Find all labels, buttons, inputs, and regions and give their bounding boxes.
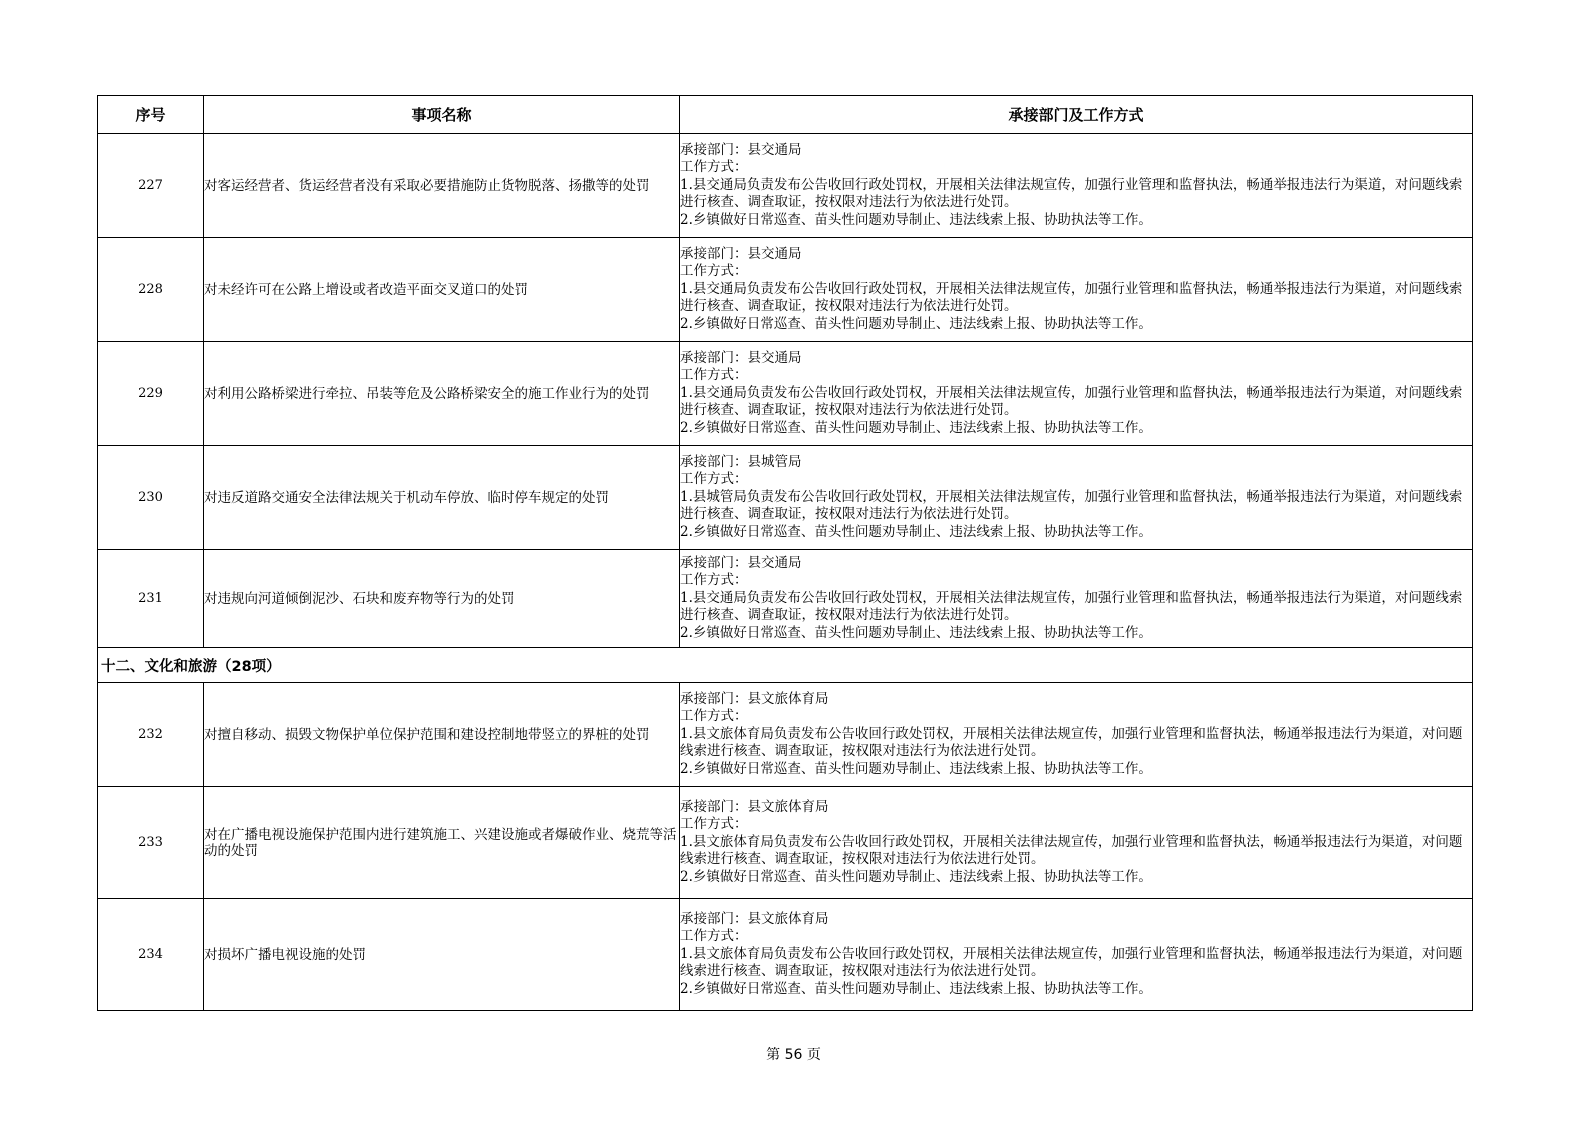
- row-seq: 230: [98, 446, 204, 550]
- row-dept: [680, 787, 1473, 899]
- row-seq: 234: [98, 899, 204, 1011]
- dept-line: 承接部门：县文旅体育局: [680, 910, 829, 927]
- header-name: 事项名称: [204, 96, 680, 134]
- row-seq: 229: [98, 342, 204, 446]
- method-label: 工作方式：: [680, 471, 748, 488]
- method-label: 工作方式：: [680, 928, 748, 945]
- dept-line: 承接部门：县城管局: [680, 453, 802, 470]
- items-table: [97, 95, 1473, 1011]
- method-1: 1.县文旅体育局负责发布公告收回行政处罚权，开展相关法律法规宣传，加强行业管理和监督执法，畅通举报违法行为渠道，对问题线索进行核查、调查取证，按权限对违法行为依法进行处罚。: [680, 833, 1463, 868]
- dept-line: 承接部门：县文旅体育局: [680, 690, 829, 707]
- method-2: 2.乡镇做好日常巡查、苗头性问题劝导制止、违法线索上报、协助执法等工作。: [680, 624, 1152, 641]
- method-label: 工作方式：: [680, 572, 748, 589]
- method-1: 1.县文旅体育局负责发布公告收回行政处罚权，开展相关法律法规宣传，加强行业管理和监督执法，畅通举报违法行为渠道，对问题线索进行核查、调查取证，按权限对违法行为依法进行处罚。: [680, 725, 1463, 760]
- method-1: 1.县交通局负责发布公告收回行政处罚权，开展相关法律法规宣传，加强行业管理和监督执法，畅通举报违法行为渠道，对问题线索进行核查、调查取证，按权限对违法行为依法进行处罚。: [680, 384, 1463, 419]
- row-dept: [680, 899, 1473, 1011]
- method-label: 工作方式：: [680, 708, 748, 725]
- section-row: [98, 648, 1473, 683]
- dept-line: 承接部门：县交通局: [680, 141, 802, 158]
- section-title: 十二、文化和旅游（28项）: [98, 648, 1473, 683]
- row-seq: 231: [98, 550, 204, 648]
- row-seq: 228: [98, 238, 204, 342]
- table-row: [98, 899, 1473, 1011]
- row-dept: [680, 550, 1473, 648]
- method-2: 2.乡镇做好日常巡查、苗头性问题劝导制止、违法线索上报、协助执法等工作。: [680, 523, 1152, 540]
- table-row: [98, 683, 1473, 787]
- dept-line: 承接部门：县交通局: [680, 554, 802, 571]
- row-dept: [680, 134, 1473, 238]
- dept-line: 承接部门：县交通局: [680, 349, 802, 366]
- table-row: [98, 787, 1473, 899]
- row-dept: [680, 683, 1473, 787]
- table-row: [98, 446, 1473, 550]
- row-seq: 232: [98, 683, 204, 787]
- method-label: 工作方式：: [680, 816, 748, 833]
- method-label: 工作方式：: [680, 159, 748, 176]
- method-2: 2.乡镇做好日常巡查、苗头性问题劝导制止、违法线索上报、协助执法等工作。: [680, 419, 1152, 436]
- row-seq: 233: [98, 787, 204, 899]
- row-name: 对客运经营者、货运经营者没有采取必要措施防止货物脱落、扬撒等的处罚: [204, 134, 680, 238]
- header-seq: 序号: [98, 96, 204, 134]
- method-1: 1.县交通局负责发布公告收回行政处罚权，开展相关法律法规宣传，加强行业管理和监督执法，畅通举报违法行为渠道，对问题线索进行核查、调查取证，按权限对违法行为依法进行处罚。: [680, 176, 1463, 211]
- row-name: 对违规向河道倾倒泥沙、石块和废弃物等行为的处罚: [204, 550, 680, 648]
- dept-line: 承接部门：县文旅体育局: [680, 798, 829, 815]
- method-2: 2.乡镇做好日常巡查、苗头性问题劝导制止、违法线索上报、协助执法等工作。: [680, 211, 1152, 228]
- method-label: 工作方式：: [680, 367, 748, 384]
- row-name: 对损坏广播电视设施的处罚: [204, 899, 680, 1011]
- row-dept: [680, 446, 1473, 550]
- row-seq: 227: [98, 134, 204, 238]
- table-row: [98, 238, 1473, 342]
- dept-line: 承接部门：县交通局: [680, 245, 802, 262]
- row-name: 对利用公路桥梁进行牵拉、吊装等危及公路桥梁安全的施工作业行为的处罚: [204, 342, 680, 446]
- row-name: 对违反道路交通安全法律法规关于机动车停放、临时停车规定的处罚: [204, 446, 680, 550]
- method-1: 1.县城管局负责发布公告收回行政处罚权，开展相关法律法规宣传，加强行业管理和监督执法，畅通举报违法行为渠道，对问题线索进行核查、调查取证，按权限对违法行为依法进行处罚。: [680, 488, 1463, 523]
- header-row: [98, 96, 1473, 134]
- row-dept: [680, 238, 1473, 342]
- page-number: 第 56 页: [766, 1047, 821, 1063]
- method-2: 2.乡镇做好日常巡查、苗头性问题劝导制止、违法线索上报、协助执法等工作。: [680, 980, 1152, 997]
- row-dept: [680, 342, 1473, 446]
- method-2: 2.乡镇做好日常巡查、苗头性问题劝导制止、违法线索上报、协助执法等工作。: [680, 868, 1152, 885]
- method-2: 2.乡镇做好日常巡查、苗头性问题劝导制止、违法线索上报、协助执法等工作。: [680, 760, 1152, 777]
- table-row: [98, 134, 1473, 238]
- row-name: 对在广播电视设施保护范围内进行建筑施工、兴建设施或者爆破作业、烧荒等活动的处罚: [204, 787, 680, 899]
- method-2: 2.乡镇做好日常巡查、苗头性问题劝导制止、违法线索上报、协助执法等工作。: [680, 315, 1152, 332]
- method-label: 工作方式：: [680, 263, 748, 280]
- row-name: 对擅自移动、损毁文物保护单位保护范围和建设控制地带竖立的界桩的处罚: [204, 683, 680, 787]
- table-row: [98, 342, 1473, 446]
- header-dept: 承接部门及工作方式: [680, 96, 1473, 134]
- row-name: 对未经许可在公路上增设或者改造平面交叉道口的处罚: [204, 238, 680, 342]
- method-1: 1.县交通局负责发布公告收回行政处罚权，开展相关法律法规宣传，加强行业管理和监督执法，畅通举报违法行为渠道，对问题线索进行核查、调查取证，按权限对违法行为依法进行处罚。: [680, 589, 1463, 624]
- table-row: [98, 550, 1473, 648]
- method-1: 1.县交通局负责发布公告收回行政处罚权，开展相关法律法规宣传，加强行业管理和监督执法，畅通举报违法行为渠道，对问题线索进行核查、调查取证，按权限对违法行为依法进行处罚。: [680, 280, 1463, 315]
- method-1: 1.县文旅体育局负责发布公告收回行政处罚权，开展相关法律法规宣传，加强行业管理和监督执法，畅通举报违法行为渠道，对问题线索进行核查、调查取证，按权限对违法行为依法进行处罚。: [680, 945, 1463, 980]
